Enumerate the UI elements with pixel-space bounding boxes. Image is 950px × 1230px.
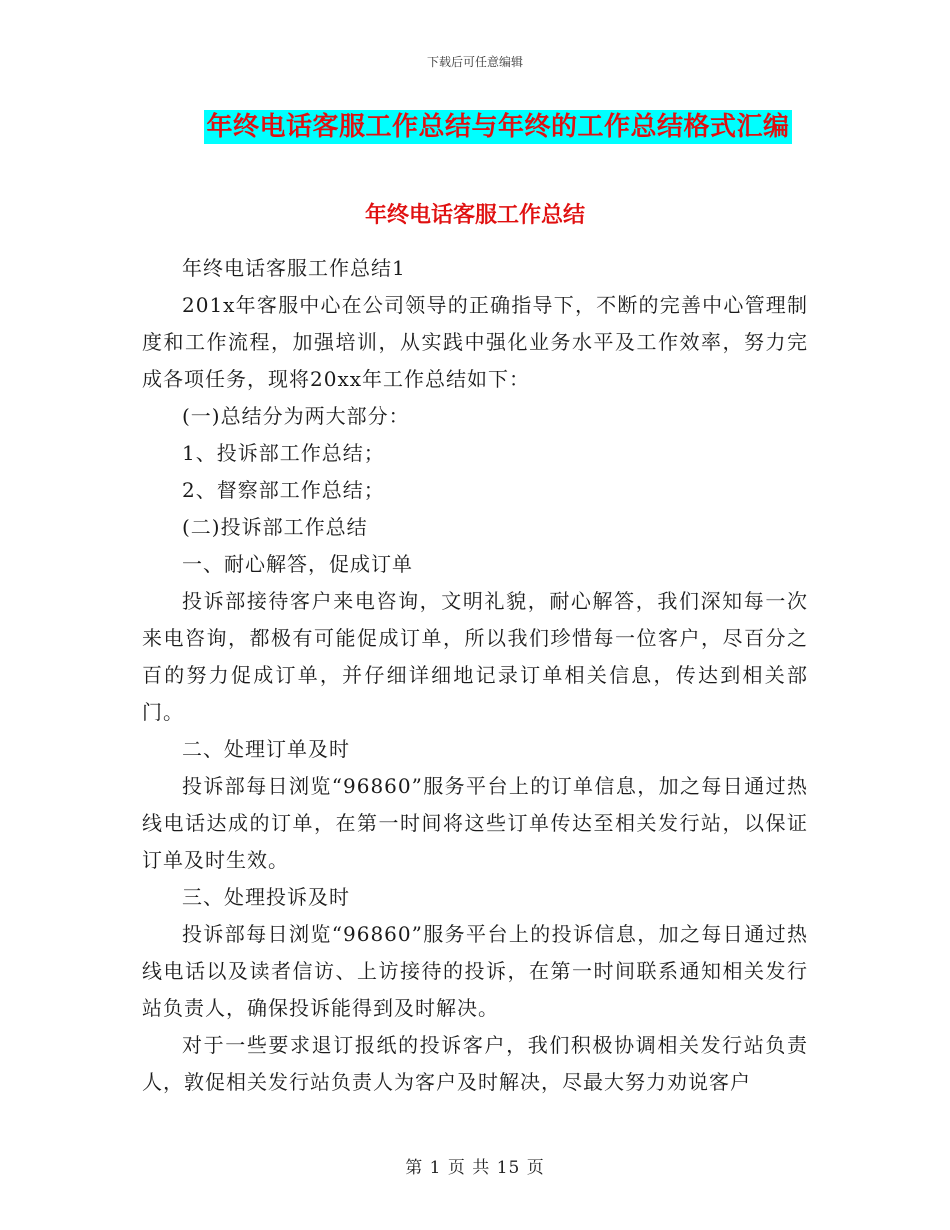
paragraph: 投诉部每日浏览“96860”服务平台上的投诉信息，加之每日通过热线电话以及读者信访、上访接待的投诉，在第一时间联系通知相关发行站负责人，确保投诉能得到及时解决。 [142, 922, 808, 1020]
paragraph: (一)总结分为两大部分： [182, 404, 410, 428]
page-header: 下载后可任意编辑 [426, 55, 523, 69]
paragraph: 三、处理投诉及时 [182, 885, 350, 909]
paragraph: 1、投诉部工作总结； [182, 441, 385, 465]
paragraph: 2、督察部工作总结； [182, 478, 385, 502]
page-footer: 第 1 页 共 15 页 [405, 1158, 545, 1178]
paragraph: 年终电话客服工作总结1 [182, 256, 406, 280]
document-title: 年终电话客服工作总结与年终的工作总结格式汇编 [206, 112, 790, 142]
paragraph: 对于一些要求退订报纸的投诉客户，我们积极协调相关发行站负责人，敦促相关发行站负责人为客户及时解决，尽最大努力劝说客户 [142, 1033, 808, 1094]
document-body [142, 250, 808, 1101]
section-title: 年终电话客服工作总结 [364, 203, 585, 228]
paragraph: 投诉部每日浏览“96860”服务平台上的订单信息，加之每日通过热线电话达成的订单，在第一时间将这些订单传达至相关发行站，以保证订单及时生效。 [142, 774, 808, 872]
paragraph: (二)投诉部工作总结 [182, 515, 368, 539]
paragraph: 二、处理订单及时 [182, 737, 350, 761]
paragraph: 一、耐心解答，促成订单 [182, 552, 413, 576]
main-title-container [0, 110, 950, 144]
paragraph: 201x年客服中心在公司领导的正确指导下，不断的完善中心管理制度和工作流程，加强培训，从实践中强化业务水平及工作效率，努力完成各项任务，现将20xx年工作总结如下： [142, 293, 808, 391]
paragraph: 投诉部接待客户来电咨询，文明礼貌，耐心解答，我们深知每一次来电咨询，都极有可能促成订单，所以我们珍惜每一位客户，尽百分之百的努力促成订单，并仔细详细地记录订单相关信息，传达到相关部门。 [142, 589, 808, 724]
